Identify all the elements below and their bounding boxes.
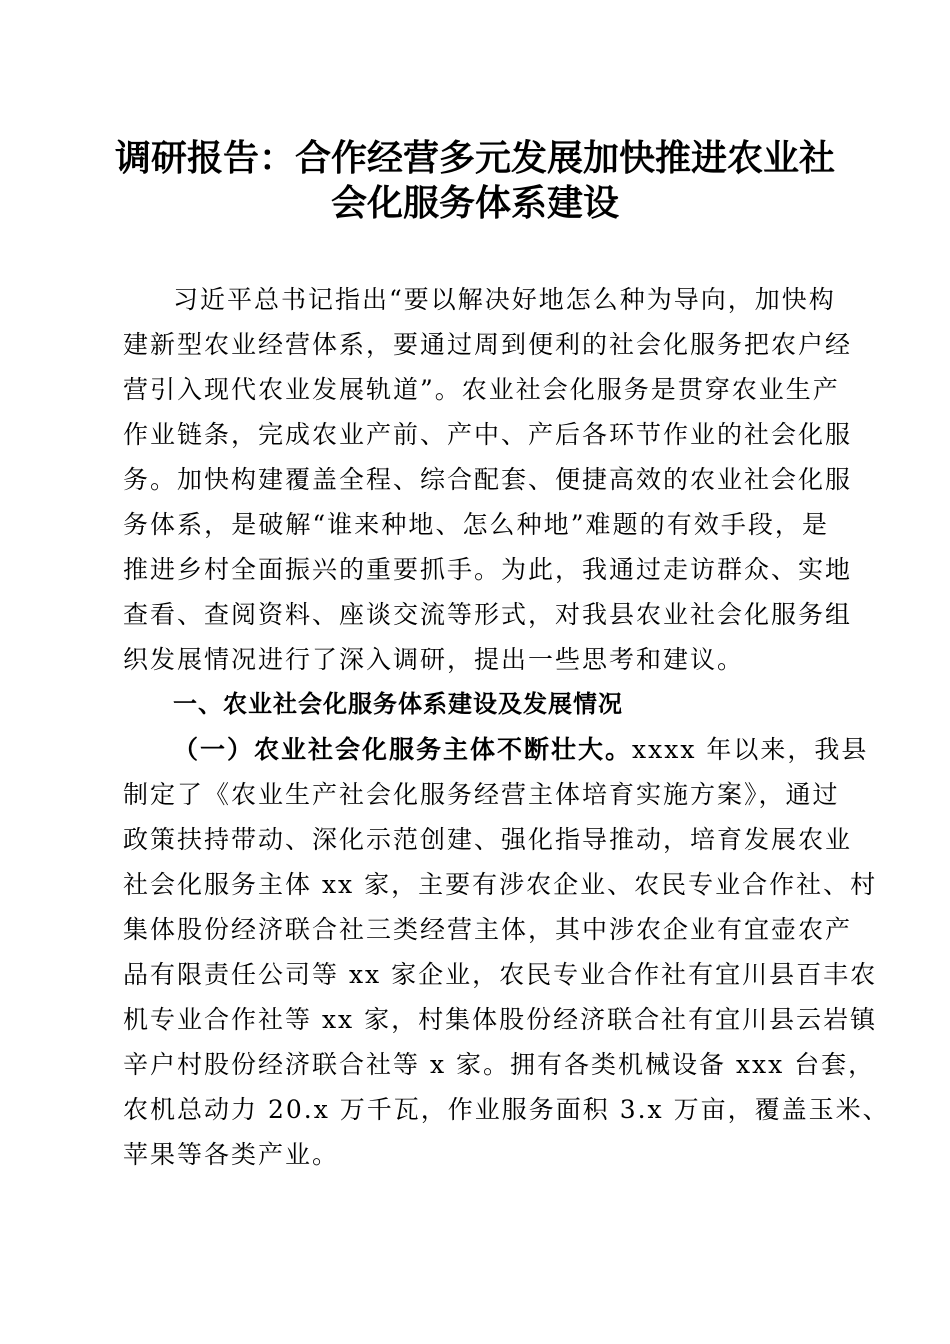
subsection-line: 政策扶持带动、深化示范创建、强化指导推动，培育发展农业 bbox=[123, 825, 853, 854]
intro-line: 务体系，是破解“谁来种地、怎么种地”难题的有效手段，是 bbox=[123, 510, 829, 539]
intro-line: 作业链条，完成农业产前、产中、产后各环节作业的社会化服 bbox=[123, 420, 853, 449]
intro-line: 织发展情况进行了深入调研，提出一些思考和建议。 bbox=[123, 645, 745, 674]
intro-line: 习近平总书记指出“要以解决好地怎么种为导向，加快构 bbox=[173, 285, 836, 314]
intro-line: 推进乡村全面振兴的重要抓手。为此，我通过走访群众、实地 bbox=[123, 555, 853, 584]
subsection-line: 社会化服务主体 xx 家，主要有涉农企业、农民专业合作社、村 bbox=[123, 870, 878, 899]
subsection-line: 集体股份经济联合社三类经营主体，其中涉农企业有宜壶农产 bbox=[123, 915, 853, 944]
intro-line: 查看、查阅资料、座谈交流等形式，对我县农业社会化服务组 bbox=[123, 600, 853, 629]
subsection-line: 苹果等各类产业。 bbox=[123, 1140, 340, 1169]
document-title-line-1: 调研报告：合作经营多元发展加快推进农业社 bbox=[114, 138, 835, 179]
subsection-line: 辛户村股份经济联合社等 x 家。拥有各类机械设备 xxx 台套， bbox=[123, 1050, 876, 1079]
subsection-first-rest: xxxx 年以来，我县 bbox=[632, 735, 869, 764]
subsection-line: 农机总动力 20.x 万千瓦，作业服务面积 3.x 万亩，覆盖玉米、 bbox=[123, 1095, 890, 1124]
intro-line: 务。加快构建覆盖全程、综合配套、便捷高效的农业社会化服 bbox=[123, 465, 853, 494]
intro-line: 营引入现代农业发展轨道”。农业社会化服务是贯穿农业生产 bbox=[123, 375, 840, 404]
subsection-lead: （一）农业社会化服务主体不断壮大。 bbox=[173, 735, 633, 764]
subsection-first-line bbox=[123, 727, 869, 772]
subsection-line: 制定了《农业生产社会化服务经营主体培育实施方案》，通过 bbox=[123, 780, 840, 809]
intro-line: 建新型农业经营体系，要通过周到便利的社会化服务把农户经 bbox=[123, 330, 853, 359]
document-title-line-2: 会化服务体系建设 bbox=[330, 183, 619, 224]
section-heading: 一、农业社会化服务体系建设及发展情况 bbox=[173, 690, 623, 718]
subsection-line: 机专业合作社等 xx 家，村集体股份经济联合社有宜川县云岩镇 bbox=[123, 1005, 878, 1034]
subsection-line: 品有限责任公司等 xx 家企业，农民专业合作社有宜川县百丰农 bbox=[123, 960, 878, 989]
